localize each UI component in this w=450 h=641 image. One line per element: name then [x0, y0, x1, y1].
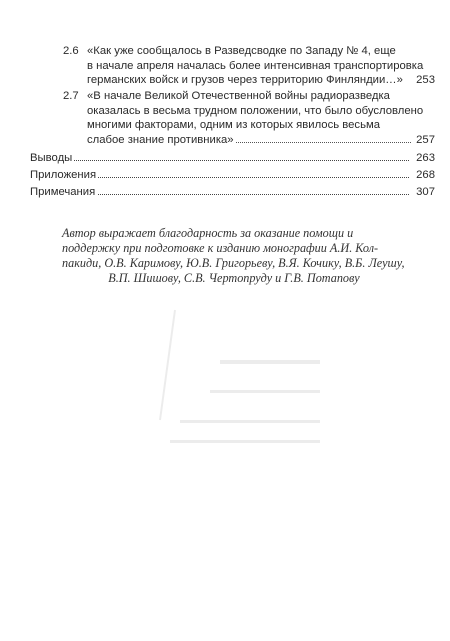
acknowledgement-line: В.П. Шишову, С.В. Чертопруду и Г.В. Потапову — [108, 271, 360, 285]
toc-page-number: 307 — [416, 186, 435, 198]
toc-entry-text-line: многими факторами, одним из которых явилось весьма — [87, 119, 381, 132]
toc-entry-appendices[interactable] — [30, 168, 435, 184]
toc-page-number: 257 — [416, 133, 435, 146]
toc-entry-2-6[interactable] — [63, 44, 435, 89]
toc-entry-last-line — [87, 73, 435, 88]
toc-entry-number: 2.7 — [63, 90, 79, 102]
toc-entry-label: Приложения — [30, 169, 97, 181]
toc-entry-text-line: германских войск и грузов через территорию Финляндии…» — [87, 74, 403, 87]
acknowledgement-line: пакиди, О.В. Каримову, Ю.В. Григорьеву, В.Я. Кочику, В.Б. Леушу, — [62, 256, 405, 270]
toc-entry-text-line: оказалась в весьма трудном положении, что было обусловлено — [87, 104, 424, 117]
show-through-shadow — [120, 300, 330, 480]
toc-entry-number: 2.6 — [63, 45, 79, 57]
dot-leader — [30, 160, 409, 161]
toc-entry-label: Примечания — [30, 186, 96, 198]
toc-entry-conclusions[interactable] — [30, 151, 435, 167]
acknowledgement-line: поддержку при подготовке к изданию монографии А.И. Кол- — [62, 241, 379, 255]
toc-entry-text-line: «Как уже сообщалось в Разведсводке по Западу № 4, еще — [87, 45, 396, 57]
toc-entry-last-line — [87, 133, 435, 148]
toc-page-number: 253 — [416, 74, 435, 87]
acknowledgement-line: Автор выражает благодарность за оказание помощи и — [62, 226, 354, 240]
toc-entry-2-7[interactable] — [63, 89, 435, 149]
toc-entry-text-line: в начале апреля началась более интенсивная транспортировка — [87, 59, 424, 72]
acknowledgement-text — [62, 226, 406, 286]
toc-entry-notes[interactable] — [30, 185, 435, 201]
toc-page-number: 263 — [416, 152, 435, 164]
toc-page-number: 268 — [416, 169, 435, 181]
toc-entry-text-line: слабое знание противника» — [87, 133, 234, 146]
toc-entry-text-line: «В начале Великой Отечественной войны радиоразведка — [87, 90, 390, 102]
toc-entry-label: Выводы — [30, 152, 73, 164]
